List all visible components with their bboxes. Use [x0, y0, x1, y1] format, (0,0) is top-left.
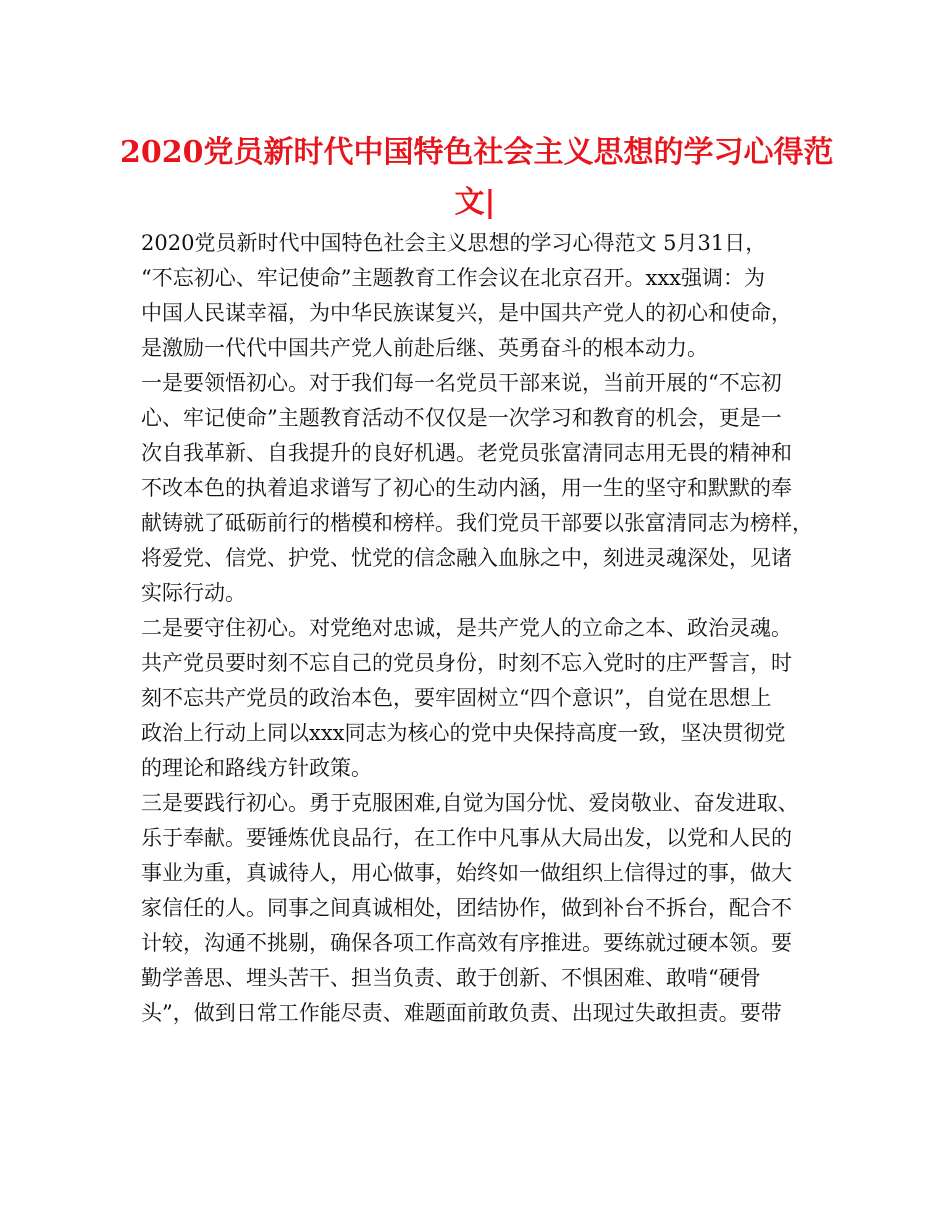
- text-line: 2020党员新时代中国特色社会主义思想的学习心得范文 5月31日，: [141, 231, 767, 255]
- paragraph-understand-mission: [141, 366, 831, 611]
- text-line: 二是要守住初心。对党绝对忠诚，是共产党人的立命之本、政治灵魂。: [141, 616, 792, 640]
- text-line: 实际行动。: [141, 581, 246, 605]
- text-line: 共产党员要时刻不忘自己的党员身份，时刻不忘入党时的庄严誓言，时: [141, 651, 792, 675]
- document-body: [141, 226, 831, 1031]
- text-line: 政治上行动上同以xxx同志为核心的党中央保持高度一致，坚决贯彻党: [141, 721, 786, 745]
- text-line: 事业为重，真诚待人，用心做事，始终如一做组织上信得过的事，做大: [141, 861, 792, 885]
- text-line: 献铸就了砥砺前行的楷模和榜样。我们党员干部要以张富清同志为榜样，: [141, 511, 813, 535]
- text-line: 中国人民谋幸福，为中华民族谋复兴，是中国共产党人的初心和使命，: [141, 301, 792, 325]
- text-line: 是激励一代代中国共产党人前赴后继、英勇奋斗的根本动力。: [141, 336, 708, 360]
- text-line: 刻不忘共产党员的政治本色，要牢固树立“四个意识”，自觉在思想上: [141, 686, 772, 710]
- text-line: 勤学善思、埋头苦干、担当负责、敢于创新、不惧困难、敢啃“硬骨: [141, 966, 761, 990]
- text-line: 乐于奉献。要锤炼优良品行，在工作中凡事从大局出发，以党和人民的: [141, 826, 792, 850]
- text-line: 一是要领悟初心。对于我们每一名党员干部来说，当前开展的“不忘初: [141, 371, 782, 395]
- text-line: 将爱党、信党、护党、忧党的信念融入血脉之中，刻进灵魂深处，见诸: [141, 546, 792, 570]
- text-line: 家信任的人。同事之间真诚相处，团结协作，做到补台不拆台，配合不: [141, 896, 792, 920]
- text-line: 的理论和路线方针政策。: [141, 756, 372, 780]
- title-line-1: 2020党员新时代中国特色社会主义思想的学习心得范: [120, 135, 834, 170]
- text-line: 计较，沟通不挑剔，确保各项工作高效有序推进。要练就过硬本领。要: [141, 931, 792, 955]
- text-line: 不改本色的执着追求谱写了初心的生动内涵，用一生的坚守和默默的奉: [141, 476, 792, 500]
- text-line: “不忘初心、牢记使命”主题教育工作会议在北京召开。xxx强调：为: [141, 266, 765, 290]
- paragraph-practice-mission: [141, 786, 831, 1031]
- title-line-2: 文|: [454, 185, 496, 220]
- text-line: 三是要践行初心。勇于克服困难,自觉为国分忧、爱岗敬业、奋发进取、: [141, 791, 799, 815]
- text-line: 次自我革新、自我提升的良好机遇。老党员张富清同志用无畏的精神和: [141, 441, 792, 465]
- text-line: 头”，做到日常工作能尽责、难题面前敢负责、出现过失敢担责。要带: [141, 1001, 782, 1025]
- text-line: 心、牢记使命”主题教育活动不仅仅是一次学习和教育的机会，更是一: [141, 406, 782, 430]
- paragraph-intro: [141, 226, 831, 366]
- paragraph-keep-mission: [141, 611, 831, 786]
- document-title: [120, 128, 834, 228]
